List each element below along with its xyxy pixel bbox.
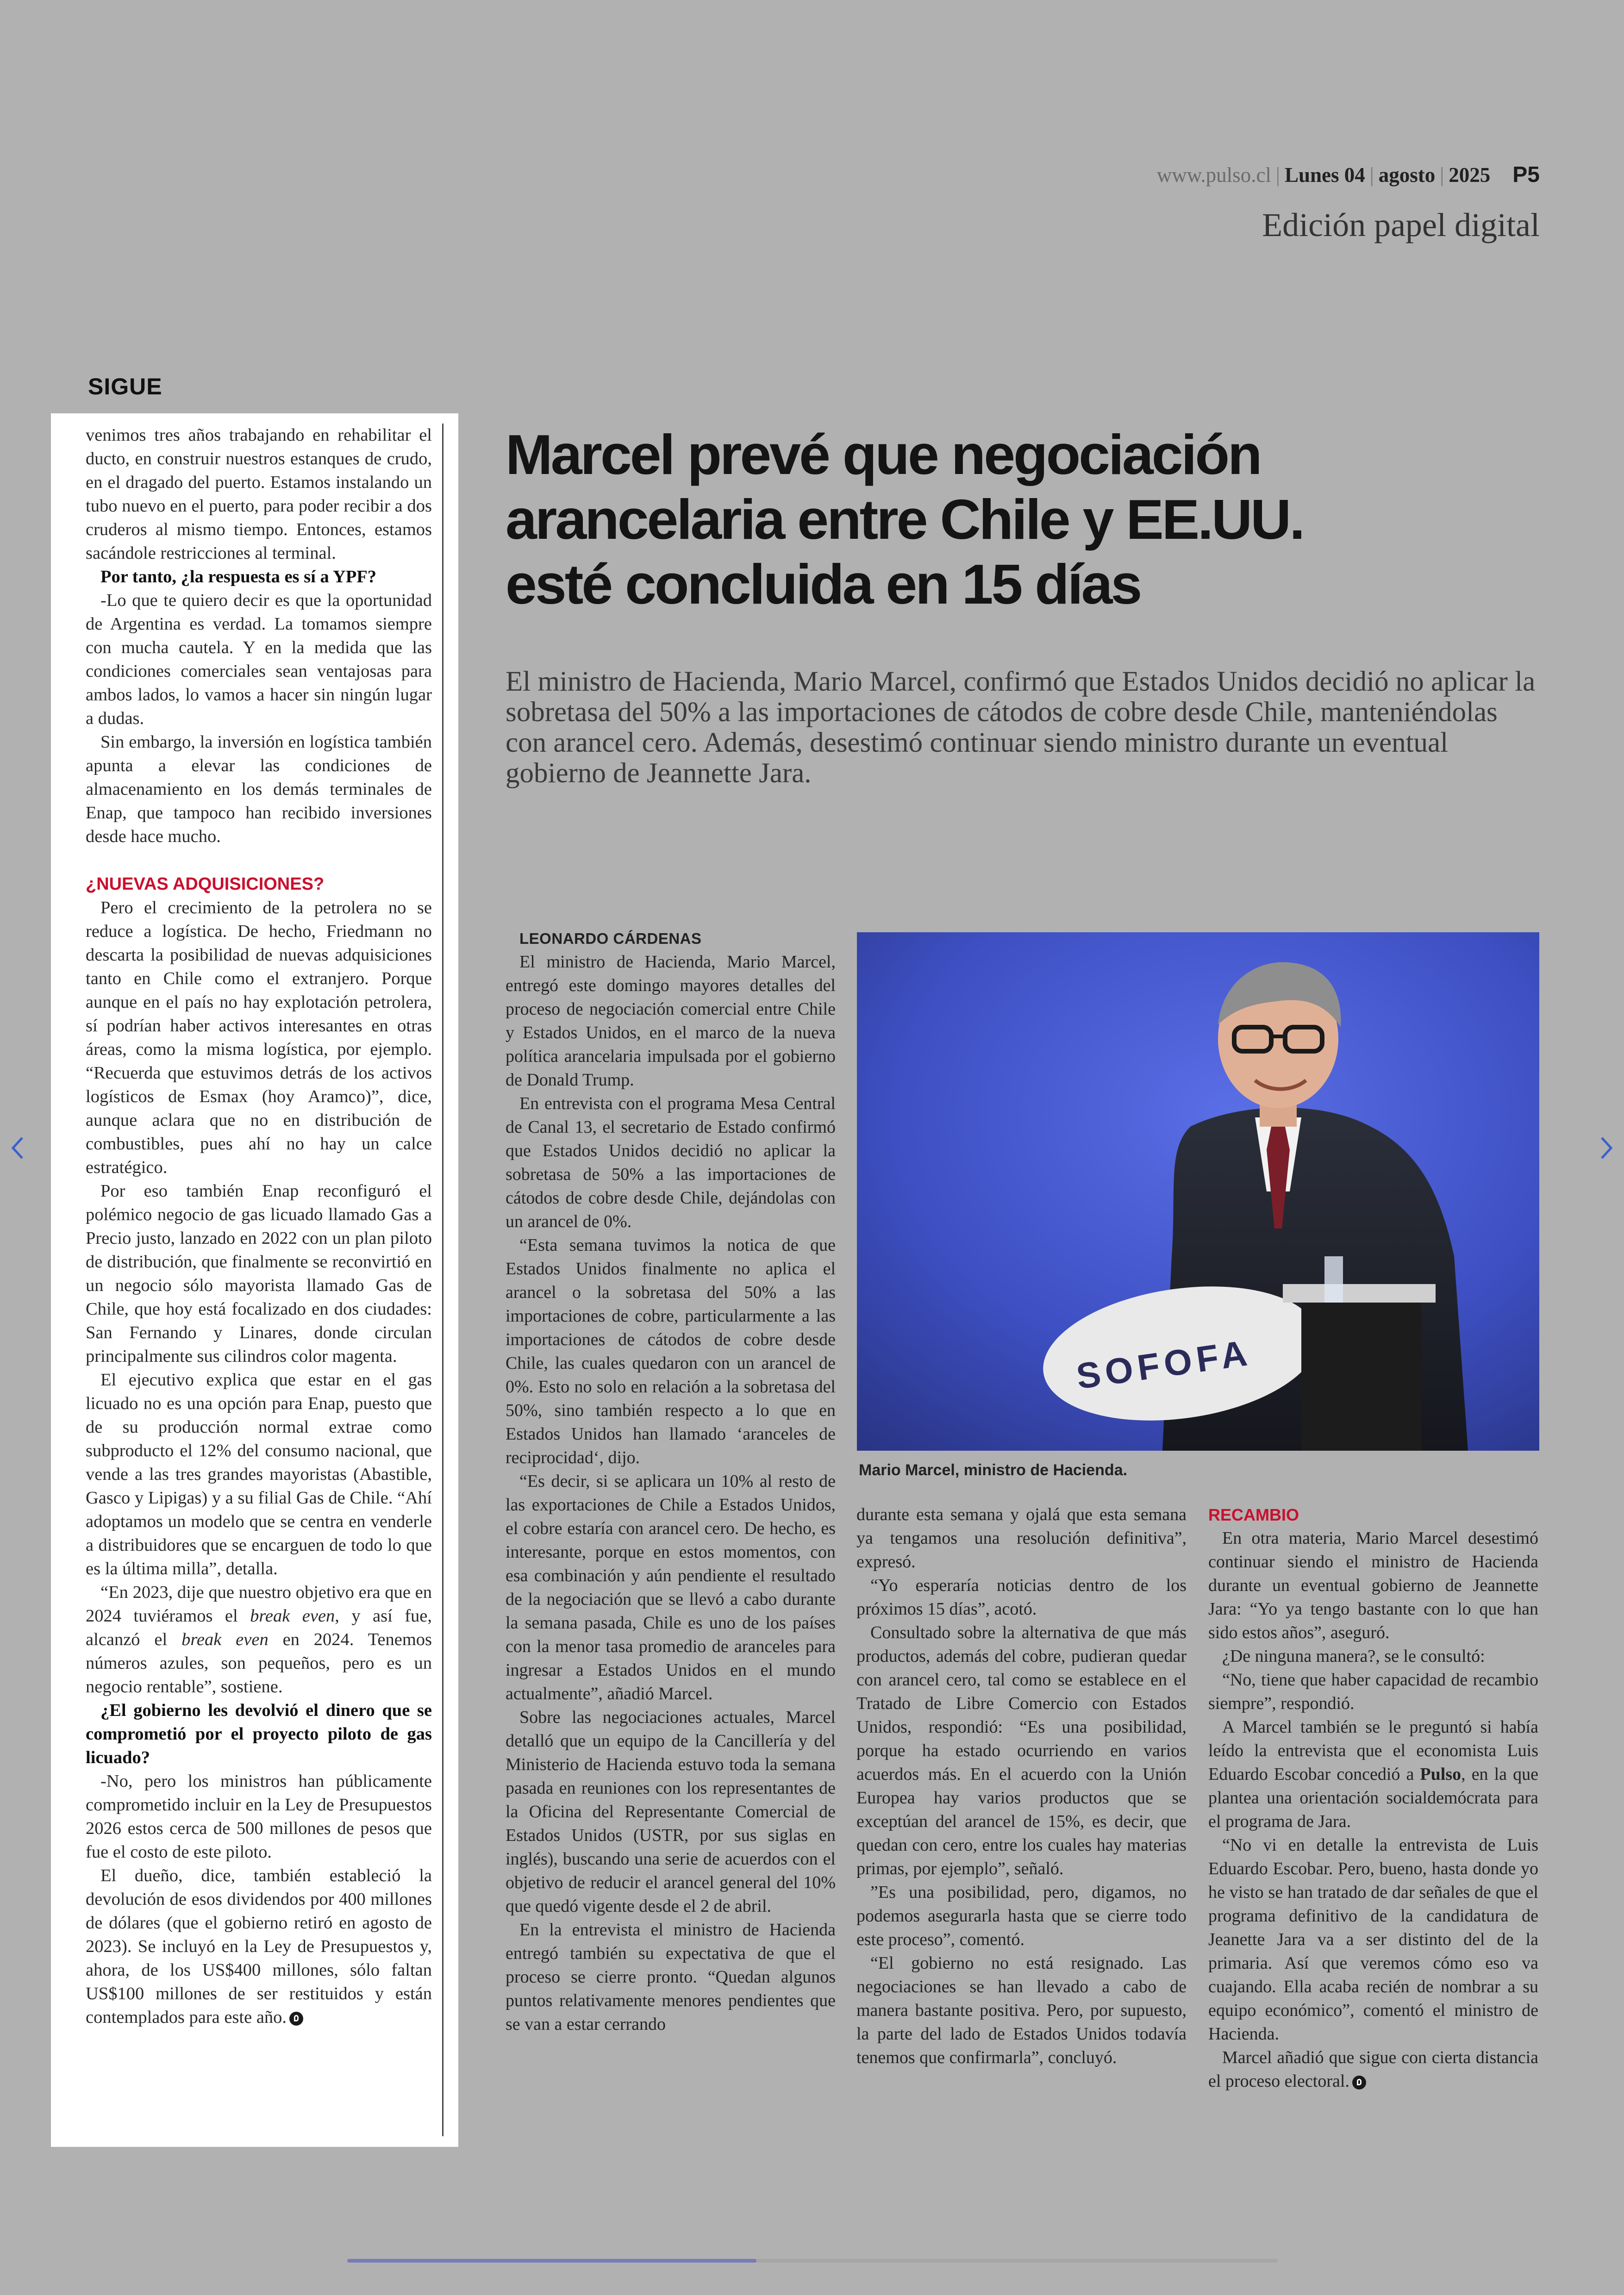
header-separator: | — [1440, 163, 1444, 187]
byline: LEONARDO CÁRDENAS — [519, 930, 702, 947]
text-run: A Marcel también se le preguntó si había leído la entrevista que el economista Luis Eduardo Escobar concedió a — [1208, 1717, 1538, 1784]
paragraph: “No, tiene que haber capacidad de recambio siempre”, respondió. — [1208, 1670, 1538, 1713]
paragraph: En entrevista con el programa Mesa Central de Canal 13, el secretario de Estado confirmó que Estados Unidos decidió no aplicar la sobretasa de 50% a las importaciones de cátodos de cobre desde Chile, dejándolas con un arancel de 0%. — [506, 1094, 836, 1231]
previous-page-button[interactable] — [4, 1129, 31, 1166]
text-run: en 2024. Tenemos números azules, son pequeños, pero es un negocio rentable”, sostiene. — [86, 1630, 432, 1696]
paragraph — [1208, 2046, 1538, 2093]
article-title: Marcel prevé que negociación arancelaria entre Chile y EE.UU. esté concluida en 15 días — [506, 423, 1304, 616]
paragraph: “No vi en detalle la entrevista de Luis Eduardo Escobar. Pero, bueno, hasta donde yo he visto se han tratado de dar señales de que el programa definitivo de la candidatura de Jeanette Jara va a ser distinto del de la primaria. Así que veremos cómo eso va cuajando. Ella acaba recién de nombrar a su equipo económico”, comentó el ministro de Hacienda. — [1208, 1835, 1538, 2044]
paragraph: El ministro de Hacienda, Mario Marcel, entregó este domingo mayores detalles del proceso de negociación comercial entre Chile y Estados Unidos, en el marco de la nueva política arancelaria impulsada por el gobierno de Donald Trump. — [506, 952, 836, 1090]
edition-label: Edición papel digital — [1262, 206, 1540, 243]
photo-caption: Mario Marcel, ministro de Hacienda. — [859, 1461, 1128, 1479]
article-column-3 — [1208, 1503, 1538, 2133]
chevron-left-icon — [4, 1129, 31, 1166]
article-lead: El ministro de Hacienda, Mario Marcel, confirmó que Estados Unidos decidió no aplicar la sobretasa del 50% a las importaciones de cátodos de cobre desde Chile, manteniéndolas con arancel cero. Además, desestimó continuar siendo ministro durante un eventual gobierno de Jeannette Jara. — [506, 666, 1536, 789]
podium-logo: SOFOFA — [1074, 1332, 1254, 1397]
interview-question: Por tanto, ¿la respuesta es sí a YPF? — [100, 567, 376, 586]
header-year: 2025 — [1449, 163, 1491, 187]
paragraph: El ejecutivo explica que estar en el gas licuado no es una opción para Enap, puesto que de su producción normal extrae como subproducto el 12% del consumo nacional, que vende a las tres grandes mayoristas (Abastible, Gasco y Lipigas) y a su filial Gas de Chile. “Ahí adoptamos un modelo que se centra en venderle a distribuidores que se encarguen de todo lo que es la última milla”, detalla. — [86, 1370, 432, 1578]
paragraph: Sin embargo, la inversión en logística también apunta a elevar las condiciones de almacenamiento en los demás terminales de Enap, que tampoco han recibido inversiones desde hace mucho. — [86, 732, 432, 846]
article-column-2 — [856, 1503, 1187, 2133]
page-number: P5 — [1512, 162, 1540, 187]
paragraph: -Lo que te quiero decir es que la oportunidad de Argentina es verdad. La tomamos siempre con mucha cautela. Y en la medida que las condiciones comerciales sean ventajosas para ambos lados, lo vamos a hacer sin ningún lugar a dudas. — [86, 591, 432, 728]
paragraph: “Yo esperaría noticias dentro de los próximos 15 días”, acotó. — [856, 1576, 1187, 1619]
paragraph: Consultado sobre la alternativa de que más productos, además del cobre, pudieran quedar con arancel cero, tal como se establece en el Tratado de Libre Comercio con Estados Unidos, respondió: “Es una posibilidad, porque ha estado ocurriendo en varios acuerdos más. En el acuerdo con la Unión Europea hay varios productos que se exceptúan del arancel de 15%, es decir, que quedan con cero, entre los cuales hay materias primas, por ejemplo”, señaló. — [856, 1623, 1187, 1878]
italic-run: break even — [181, 1630, 269, 1649]
photo-illustration — [857, 932, 1539, 1451]
interview-question: ¿El gobierno les devolvió el dinero que se comprometió por el proyecto piloto de gas licuado? — [86, 1701, 432, 1767]
paragraph: -No, pero los ministros han públicamente comprometido incluir en la Ley de Presupuestos 2026 estos cerca de 500 millones de pesos que fue el costo de este piloto. — [86, 1771, 432, 1862]
paragraph — [1208, 1715, 1538, 1834]
paragraph: durante esta semana y ojalá que esta semana ya tengamos una resolución definitiva”, expresó. — [856, 1505, 1187, 1572]
pulso-logo-icon — [1352, 2076, 1366, 2089]
bold-run: Pulso — [1420, 1765, 1462, 1784]
italic-run: break even — [250, 1606, 335, 1626]
article-photo — [857, 932, 1539, 1451]
article-column-1 — [506, 927, 836, 2130]
text-run: , en la que plantea una orientación socialdemócrata para el programa de Jara. — [1208, 1765, 1538, 1831]
pulso-logo-icon — [289, 2012, 303, 2026]
page-header-line — [1157, 162, 1540, 187]
text-run: , y así fue, alcanzó el — [86, 1606, 432, 1649]
text-run: “En 2023, dije que nuestro objetivo era que en 2024 tuviéramos el — [86, 1583, 432, 1626]
paragraph: “Es decir, si se aplicara un 10% al resto de las exportaciones de Chile a Estados Unidos, el cobre estaría con arancel cero. De hecho, es interesante, porque en estos momentos, con esa combinación y aún pendiente el resultado de la negociación que se llevó a cabo durante la semana pasada, Chile es uno de los países con la menor tasa promedio de aranceles para ingresar a Estados Unidos en el mundo actualmente”, añadió Marcel. — [506, 1472, 836, 1703]
paragraph: Sobre las negociaciones actuales, Marcel detalló que un equipo de la Cancillería y del Ministerio de Hacienda estuvo toda la semana pasada en reuniones con los representantes de la Oficina del Representante Comercial de Estados Unidos (USTR, por sus siglas en inglés), buscando una serie de acuerdos con el objetivo de reducir el arancel general del 10% que quedó vigente desde el 2 de abril. — [506, 1708, 836, 1916]
text-run: Marcel añadió que sigue con cierta distancia el proceso electoral. — [1208, 2048, 1538, 2091]
paragraph: “El gobierno no está resignado. Las negociaciones se han llevado a cabo de manera bastante positiva. Pero, por supuesto, la parte del lado de Estados Unidos todavía tenemos que confirmarla”, concluyó. — [856, 1953, 1187, 2067]
header-separator: | — [1275, 163, 1280, 187]
paragraph — [86, 1581, 432, 1699]
site-url[interactable]: www.pulso.cl — [1156, 163, 1271, 187]
next-page-button[interactable] — [1593, 1129, 1620, 1166]
left-column-text — [86, 424, 443, 2136]
text-run: El dueño, dice, también estableció la devolución de esos dividendos por 400 millones de dólares (que el gobierno retiró en agosto de 2023). Se incluyó en la Ley de Presupuestos y, ahora, de los US$400 millones, sólo faltan US$100 millones de ser restituidos y están contemplados para este año. — [86, 1866, 432, 2027]
paragraph: Por eso también Enap reconfiguró el polémico negocio de gas licuado llamado Gas a Precio justo, lanzado en 2022 con un plan piloto de distribución, que finalmente se reconvirtió en un negocio sólo mayorista llamado Gas de Chile, que hoy está focalizado en dos ciudades: San Fernando y Linares, donde circulan principalmente sus cilindros color magenta. — [86, 1181, 432, 1366]
paragraph — [86, 1864, 432, 2029]
paragraph: Pero el crecimiento de la petrolera no se reduce a logística. De hecho, Friedmann no descarta la posibilidad de nuevas adquisiciones tanto en Chile como el extranjero. Porque aunque en el país no hay explotación petrolera, sí podrían haber activos interesantes en otras áreas, como la misma logística, por ejemplo. “Recuerda que estuvimos detrás de los activos logísticos de Esmax (hoy Aramco)”, dice, aunque aclara que no en distribución de combustibles, pues ahí no hay un calce estratégico. — [86, 898, 432, 1177]
subheading: ¿NUEVAS ADQUISICIONES? — [86, 874, 325, 894]
header-separator: | — [1369, 163, 1374, 187]
paragraph: ¿De ninguna manera?, se le consultó: — [1222, 1646, 1485, 1666]
paragraph: venimos tres años trabajando en rehabilitar el ducto, en construir nuestros estanques de crudo, en el dragado del puerto. Estamos instalando un tubo nuevo en el puerto, para poder recibir a dos cruderos al mismo tiempo. Entonces, estamos sacándole restricciones al terminal. — [86, 425, 432, 563]
paragraph: ”Es una posibilidad, pero, digamos, no podemos asegurarla hasta que se cierre todo este proceso”, comentó. — [856, 1883, 1187, 1949]
paragraph: En la entrevista el ministro de Hacienda entregó también su expectativa de que el proceso se cierre pronto. “Quedan algunos puntos relativamente menores pendientes que se van a estar cerrando — [506, 1920, 836, 2034]
page-scrollbar-thumb[interactable] — [347, 2259, 756, 2263]
section-label-sigue: SIGUE — [88, 374, 162, 399]
header-month: agosto — [1378, 163, 1436, 187]
chevron-right-icon — [1593, 1129, 1620, 1166]
subheading-recambio: RECAMBIO — [1208, 1505, 1299, 1524]
header-day: Lunes 04 — [1284, 163, 1365, 187]
paragraph: En otra materia, Mario Marcel desestimó continuar siendo el ministro de Hacienda durante un eventual gobierno de Jeannette Jara: “Yo ya tengo bastante con lo que han sido estos años”, aseguró. — [1208, 1528, 1538, 1642]
paragraph: “Esta semana tuvimos la notica de que Estados Unidos finalmente no aplica el arancel o la sobretasa del 50% a las importaciones de cobre, particularmente a las importaciones de cátodos de cobre desde Chile, las cuales quedaron con un arancel de 0%. Esto no solo en relación a la sobretasa del 50%, sino también respecto a lo que en Estados Unidos han llamado ‘aranceles de reciprocidad‘, dijo. — [506, 1235, 836, 1467]
